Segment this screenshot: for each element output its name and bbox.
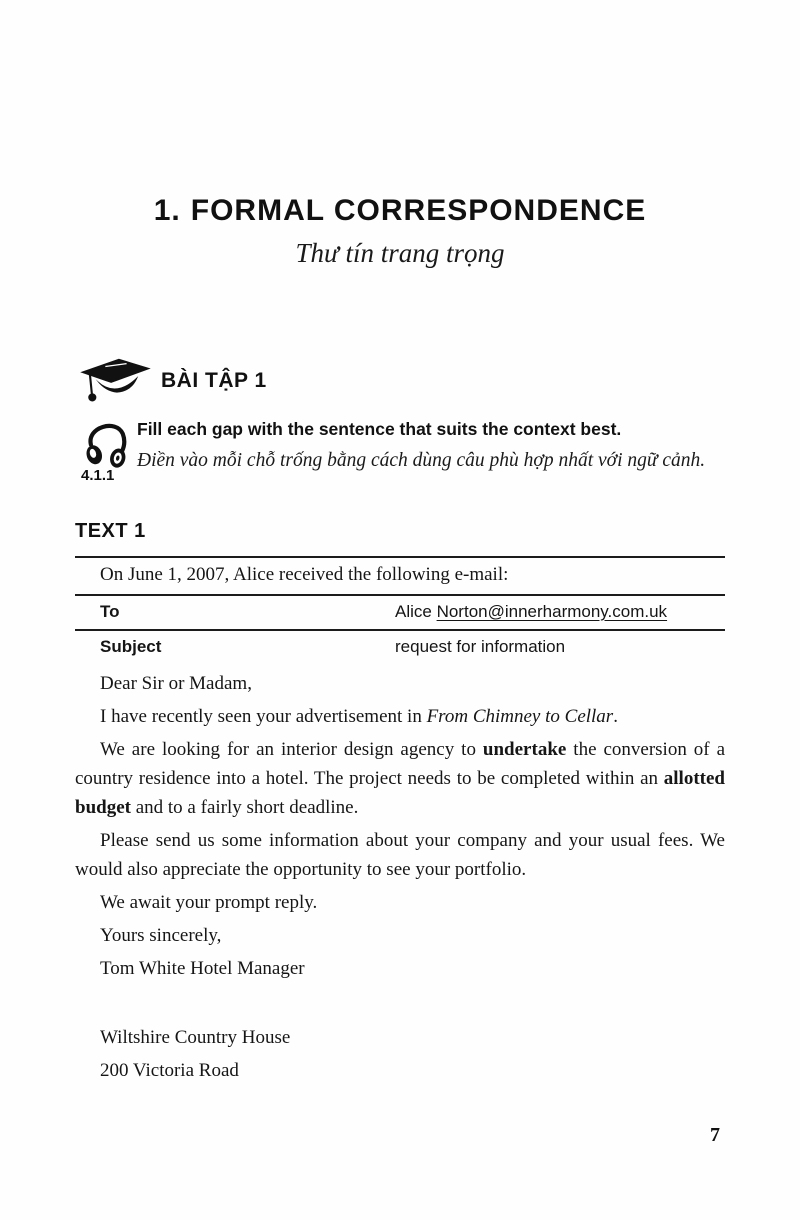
instruction-text	[137, 417, 725, 484]
text1-heading: TEXT 1	[75, 520, 146, 542]
letter-paragraph-2	[75, 735, 725, 822]
letter-paragraph-4: We await your prompt reply.	[100, 892, 318, 913]
page-subtitle: Thư tín trang trọng	[295, 238, 505, 268]
exercise-header	[75, 353, 725, 409]
chapter-title-text: FORMAL CORRESPONDENCE	[190, 194, 647, 227]
email-subject-value: request for information	[395, 637, 566, 656]
letter-paragraph-1	[75, 702, 725, 731]
email-intro-line: On June 1, 2007, Alice received the following e-mail:	[75, 558, 725, 596]
page-title	[75, 194, 725, 228]
audio-track-number: 4.1.1	[81, 467, 115, 484]
magazine-title: From Chimney to Cellar	[426, 706, 614, 727]
email-subject-row	[75, 631, 725, 661]
page-number: 7	[710, 1124, 720, 1146]
letter-signature: Tom White Hotel Manager	[100, 958, 305, 979]
letter-closing: Yours sincerely,	[100, 925, 222, 946]
letter-body	[75, 669, 725, 1085]
graduation-cap-icon	[75, 353, 155, 409]
instruction-vietnamese: Điền vào mỗi chỗ trống bằng cách dùng câu phù hợp nhất với ngữ cảnh.	[137, 450, 706, 471]
email-to-row	[75, 596, 725, 631]
email-to-value	[395, 602, 725, 622]
p1-text: I have recently seen your advertisement in	[100, 706, 427, 727]
headphones-icon	[81, 417, 131, 469]
keyword-undertake: undertake	[482, 739, 567, 760]
email-to-label: To	[100, 602, 120, 621]
chapter-number: 1.	[153, 194, 181, 227]
address-line-2: 200 Victoria Road	[100, 1060, 239, 1081]
p2-text-c: and to a fairly short deadline.	[130, 797, 359, 818]
instruction-row	[75, 417, 725, 484]
exercise-heading: BÀI TẬP 1	[161, 369, 267, 392]
email-address-link[interactable]: Norton@innerharmony.com.uk	[436, 602, 668, 621]
p2-text-b: the conversion of a country residence into a hotel. The project needs to be completed within an	[75, 739, 725, 789]
email-recipient-name: Alice	[395, 602, 437, 621]
p1-end: .	[613, 706, 618, 727]
instruction-english: Fill each gap with the sentence that suits the context best.	[137, 419, 622, 439]
p2-text-a: We are looking for an interior design agency to	[100, 739, 483, 760]
salutation: Dear Sir or Madam,	[100, 673, 252, 694]
keyword-allotted-budget: allotted budget	[75, 768, 725, 818]
address-line-1: Wiltshire Country House	[100, 1027, 291, 1048]
email-table	[75, 556, 725, 661]
letter-paragraph-3: Please send us some information about your company and your usual fees. We would also appreciate the opportunity to see your portfolio.	[75, 830, 725, 880]
title-block	[75, 194, 725, 269]
audio-column	[75, 417, 137, 484]
email-subject-label: Subject	[100, 637, 162, 656]
